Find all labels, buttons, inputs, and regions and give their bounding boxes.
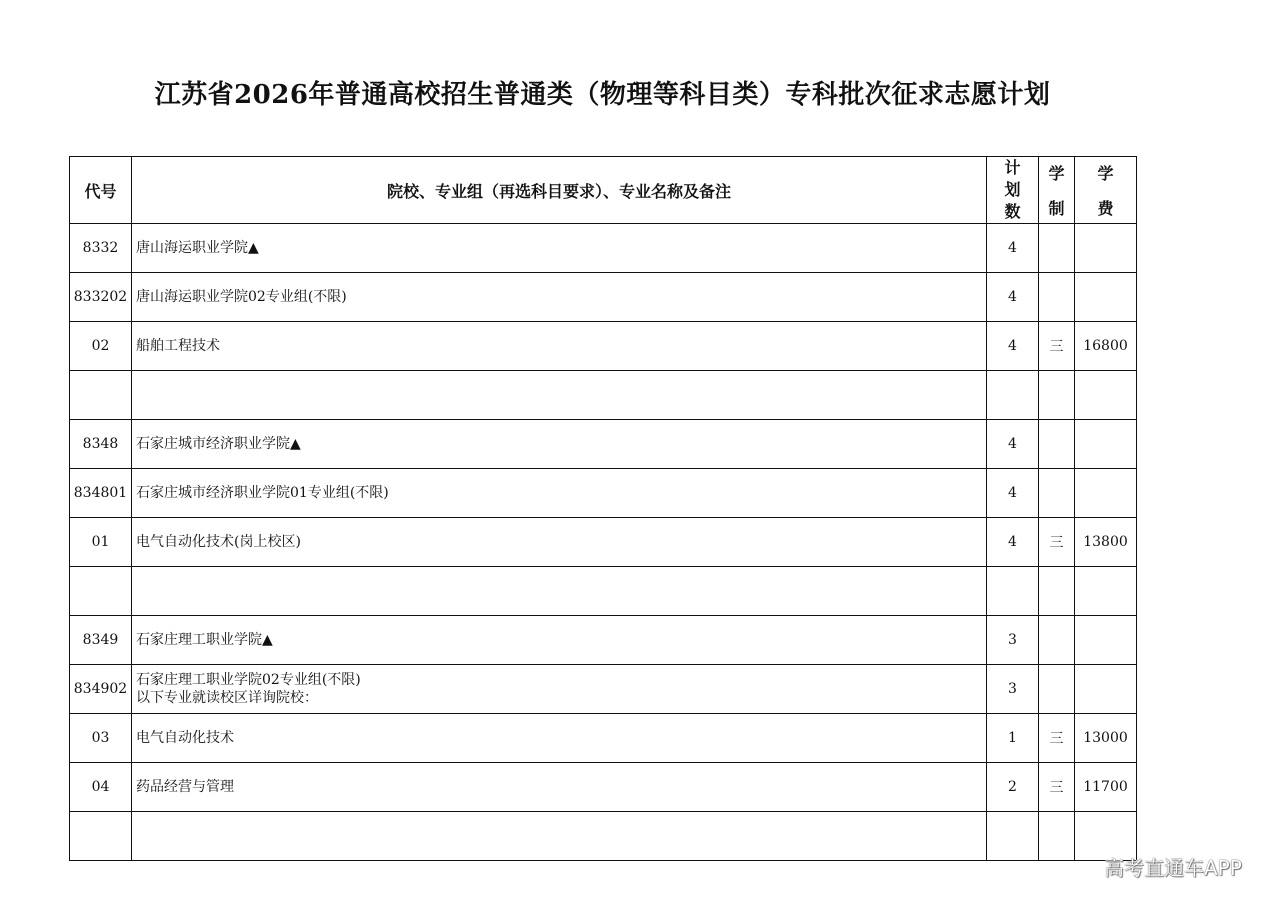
cell-code: 833202 bbox=[70, 273, 132, 322]
cell-name bbox=[132, 224, 987, 273]
cell-plan: 4 bbox=[987, 469, 1039, 518]
row-name-text: 电气自动化技术 bbox=[136, 730, 234, 746]
cell-length: 三 bbox=[1039, 714, 1075, 763]
cell-length bbox=[1039, 224, 1075, 273]
row-name-text: 电气自动化技术(岗上校区) bbox=[136, 534, 301, 550]
watermark: 高考直通车APP bbox=[1104, 856, 1242, 880]
row-name-text: 石家庄城市经济职业学院01专业组(不限) bbox=[136, 485, 389, 501]
cell-fee bbox=[1075, 224, 1137, 273]
cell-fee bbox=[1075, 371, 1137, 420]
header-code: 代号 bbox=[70, 157, 132, 224]
cell-name bbox=[132, 518, 987, 567]
cell-length bbox=[1039, 420, 1075, 469]
cell-fee bbox=[1075, 616, 1137, 665]
table-row bbox=[70, 420, 1137, 469]
cell-fee bbox=[1075, 567, 1137, 616]
cell-code bbox=[70, 371, 132, 420]
cell-plan: 3 bbox=[987, 616, 1039, 665]
table-row bbox=[70, 616, 1137, 665]
cell-plan: 4 bbox=[987, 273, 1039, 322]
cell-length bbox=[1039, 616, 1075, 665]
cell-plan: 4 bbox=[987, 518, 1039, 567]
cell-length bbox=[1039, 469, 1075, 518]
cell-code: 02 bbox=[70, 322, 132, 371]
table-header-row bbox=[70, 157, 1137, 224]
cell-code: 04 bbox=[70, 763, 132, 812]
cell-plan bbox=[987, 812, 1039, 861]
cell-plan: 3 bbox=[987, 665, 1039, 714]
cell-plan bbox=[987, 567, 1039, 616]
header-plan-char: 计 bbox=[1004, 158, 1021, 177]
header-plan-char: 数 bbox=[1004, 202, 1021, 221]
cell-fee bbox=[1075, 273, 1137, 322]
header-length bbox=[1039, 157, 1075, 224]
table-row bbox=[70, 714, 1137, 763]
table-row bbox=[70, 665, 1137, 714]
cell-length bbox=[1039, 273, 1075, 322]
cell-code bbox=[70, 812, 132, 861]
row-name-text: 唐山海运职业学院02专业组(不限) bbox=[136, 289, 347, 305]
cell-code: 8348 bbox=[70, 420, 132, 469]
header-fee bbox=[1075, 157, 1137, 224]
cell-code: 8332 bbox=[70, 224, 132, 273]
cell-name bbox=[132, 273, 987, 322]
cell-plan: 4 bbox=[987, 322, 1039, 371]
row-note-text: 以下专业就读校区详询院校： bbox=[136, 690, 318, 706]
cell-name bbox=[132, 616, 987, 665]
cell-plan: 4 bbox=[987, 224, 1039, 273]
cell-code: 01 bbox=[70, 518, 132, 567]
cell-name bbox=[132, 812, 987, 861]
cell-length: 三 bbox=[1039, 763, 1075, 812]
row-name-text: 石家庄理工职业学院02专业组(不限) bbox=[136, 672, 361, 688]
cell-plan: 2 bbox=[987, 763, 1039, 812]
plan-table bbox=[69, 156, 1137, 861]
row-name-text: 药品经营与管理 bbox=[136, 779, 234, 795]
header-length-char: 制 bbox=[1048, 199, 1065, 218]
cell-code: 03 bbox=[70, 714, 132, 763]
cell-name bbox=[132, 567, 987, 616]
cell-code: 8349 bbox=[70, 616, 132, 665]
cell-name bbox=[132, 322, 987, 371]
cell-fee: 11700 bbox=[1075, 763, 1137, 812]
table-row bbox=[70, 567, 1137, 616]
header-plan-char: 划 bbox=[1004, 180, 1021, 199]
cell-length bbox=[1039, 812, 1075, 861]
cell-name bbox=[132, 714, 987, 763]
table-row bbox=[70, 518, 1137, 567]
cell-plan: 1 bbox=[987, 714, 1039, 763]
header-length-char: 学 bbox=[1048, 164, 1065, 183]
table-row bbox=[70, 469, 1137, 518]
table-row bbox=[70, 763, 1137, 812]
cell-code: 834902 bbox=[70, 665, 132, 714]
cell-name bbox=[132, 763, 987, 812]
cell-name bbox=[132, 420, 987, 469]
cell-fee bbox=[1075, 420, 1137, 469]
row-name-text: 唐山海运职业学院▲ bbox=[136, 240, 259, 256]
table-row bbox=[70, 224, 1137, 273]
cell-fee bbox=[1075, 469, 1137, 518]
cell-fee: 13000 bbox=[1075, 714, 1137, 763]
row-name-text: 石家庄城市经济职业学院▲ bbox=[136, 436, 301, 452]
cell-length bbox=[1039, 371, 1075, 420]
page-title: 江苏省2026年普通高校招生普通类（物理等科目类）专科批次征求志愿计划 bbox=[154, 80, 1051, 110]
table-row bbox=[70, 812, 1137, 861]
table-row bbox=[70, 273, 1137, 322]
row-name-text: 船舶工程技术 bbox=[136, 338, 220, 354]
cell-fee: 16800 bbox=[1075, 322, 1137, 371]
cell-fee: 13800 bbox=[1075, 518, 1137, 567]
cell-code: 834801 bbox=[70, 469, 132, 518]
cell-name bbox=[132, 665, 987, 714]
cell-length: 三 bbox=[1039, 518, 1075, 567]
table-row bbox=[70, 322, 1137, 371]
header-fee-char: 学 bbox=[1097, 164, 1114, 183]
header-plan bbox=[987, 157, 1039, 224]
cell-plan bbox=[987, 371, 1039, 420]
cell-fee bbox=[1075, 665, 1137, 714]
cell-length bbox=[1039, 567, 1075, 616]
cell-length: 三 bbox=[1039, 322, 1075, 371]
cell-plan: 4 bbox=[987, 420, 1039, 469]
cell-length bbox=[1039, 665, 1075, 714]
cell-name bbox=[132, 371, 987, 420]
cell-code bbox=[70, 567, 132, 616]
header-name: 院校、专业组（再选科目要求）、专业名称及备注 bbox=[132, 157, 987, 224]
table-row bbox=[70, 371, 1137, 420]
row-name-text: 石家庄理工职业学院▲ bbox=[136, 632, 273, 648]
header-fee-char: 费 bbox=[1097, 199, 1114, 218]
cell-name bbox=[132, 469, 987, 518]
